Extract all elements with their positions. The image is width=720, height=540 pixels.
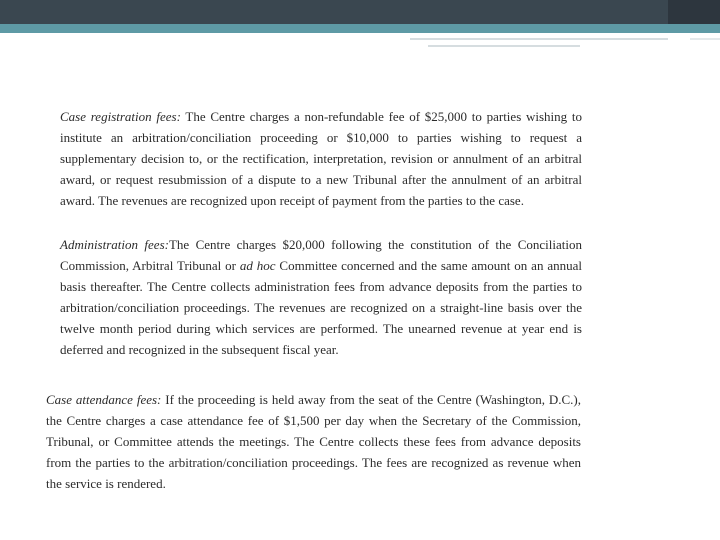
decorative-line: [690, 38, 720, 40]
decorative-line: [410, 38, 668, 40]
paragraph-text: The Centre charges a non-refundable fee of $25,000 to parties wishing to institute an arbitration/conciliation proceeding or $10,000 to parties wishing to request a supplementary decision to, or the rectification, interpretation, revision or annulment of an arbitral award, or request resubmission of a dispute to a new Tribunal after the annulment of an arbitral award. The revenues are recognized upon receipt of payment from the parties to the case.: [60, 109, 582, 208]
paragraph-administration-fees: [60, 234, 582, 360]
paragraph-case-attendance-fees: [46, 389, 581, 494]
paragraph-label: Case registration fees:: [60, 109, 181, 124]
paragraph-text: Committee concerned and the same amount on an annual basis thereafter. The Centre collects administration fees from advance deposits from the parties to arbitration/conciliation proceedings. The revenues are recognized on a straight-line basis over the twelve month period during which services are performed. The unearned revenue at year end is deferred and recognized in the subsequent fiscal year.: [60, 258, 582, 357]
paragraph-italic-text: ad hoc: [239, 258, 276, 273]
paragraph-case-registration-fees: [60, 106, 582, 211]
slide-header-corner: [668, 0, 720, 24]
slide-accent-strip: [0, 24, 720, 33]
decorative-line: [428, 45, 580, 47]
paragraph-label: Case attendance fees:: [46, 392, 162, 407]
slide-header-band: [0, 0, 720, 24]
slide-body: [46, 106, 582, 494]
paragraph-text: If the proceeding is held away from the seat of the Centre (Washington, D.C.), the Centre charges a case attendance fee of $1,500 per day when the Secretary of the Commission, Tribunal, or Committee attends the meetings. The Centre collects these fees from advance deposits from the parties to the arbitration/conciliation proceedings. The fees are recognized as revenue when the service is rendered.: [46, 392, 582, 491]
paragraph-text: The Centre charges $20,000 following the constitution of the Conciliation Commission, Arbitral Tribunal or: [60, 237, 582, 273]
paragraph-label: Administration fees:: [60, 237, 169, 252]
